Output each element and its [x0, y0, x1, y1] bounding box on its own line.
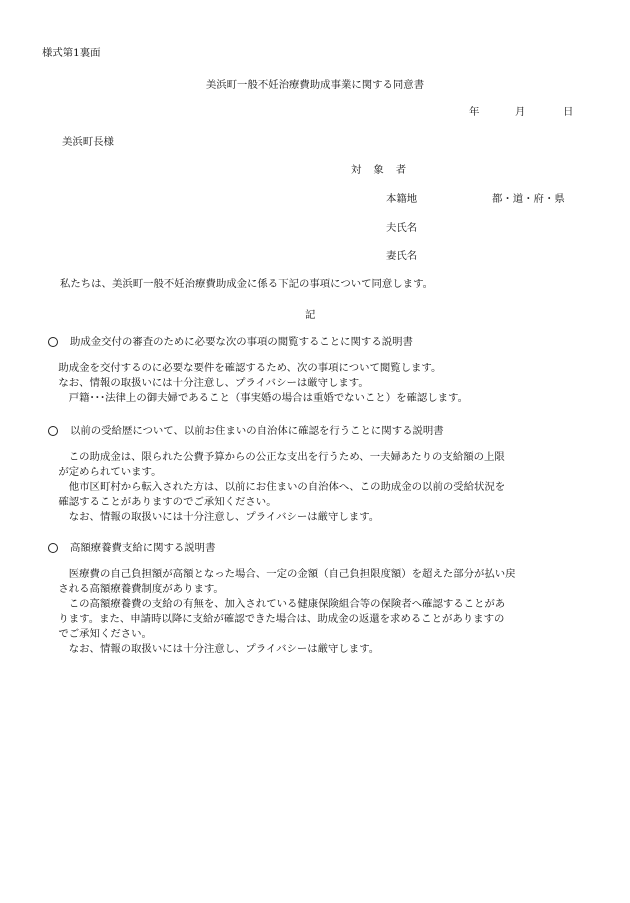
prefecture-options: 都・道・府・県 [492, 193, 565, 205]
section-heading [48, 541, 588, 555]
body-line: ります。また、申請時以降に支給が確認できた場合は、助成金の返還を求めることがありますの [48, 613, 505, 625]
document-title: 美浜町一般不妊治療費助成事業に関する同意書 [205, 79, 425, 91]
section-title: 高額療養費支給に関する説明書 [70, 541, 216, 554]
section-high-cost-medical [48, 541, 588, 657]
section-heading [48, 424, 588, 438]
body-line: なお、情報の取扱いには十分注意し、プライバシーは厳守します。 [48, 643, 380, 655]
addressee: 美浜町長様 [62, 136, 114, 148]
body-line: される高額療養費制度があります。 [48, 583, 224, 595]
section-inspection [48, 335, 588, 406]
circle-bullet-icon [48, 337, 58, 347]
consent-statement: 私たちは、美浜町一般不妊治療費助成金に係る下記の事項について同意します。 [60, 278, 434, 290]
date-year-label: 年 [469, 106, 480, 118]
body-line: 確認することがありますのでご承知ください。 [48, 496, 277, 508]
domicile-label: 本籍地 [386, 193, 418, 205]
body-line: でご承知ください。 [48, 628, 152, 640]
circle-bullet-icon [48, 426, 58, 436]
date-month-label: 月 [515, 106, 526, 118]
date-day-label: 日 [563, 106, 574, 118]
body-line: 他市区町村から転入された方は、以前にお住まいの自治体へ、この助成金の以前の受給状況を [48, 481, 506, 493]
section-body [48, 361, 588, 406]
body-line: が定められています。 [48, 466, 162, 478]
subject-label: 対象者 [351, 164, 419, 176]
section-body [48, 567, 588, 657]
section-title: 以前の受給歴について、以前お住まいの自治体に確認を行うことに関する説明書 [70, 424, 444, 437]
body-line: 医療費の自己負担額が高額となった場合、一定の金額（自己負担限度額）を超えた部分が払い戻 [48, 568, 516, 580]
section-body [48, 450, 588, 525]
form-number-label: 様式第1裏面 [42, 47, 101, 59]
husband-name-label: 夫氏名 [386, 222, 418, 234]
body-line: 戸籍･･･法律上の御夫婦であること（事実婚の場合は重婚でないこと）を確認します。 [48, 392, 468, 404]
section-heading [48, 335, 588, 349]
body-line: なお、情報の取扱いには十分注意し、プライバシーは厳守します。 [48, 511, 380, 523]
body-line: この助成金は、限られた公費予算からの公正な支出を行うため、一夫婦あたりの支給額の上限 [48, 451, 505, 463]
section-previous-receipt [48, 424, 588, 525]
wife-name-label: 妻氏名 [386, 250, 418, 262]
circle-bullet-icon [48, 543, 58, 553]
section-title: 助成金交付の審査のために必要な次の事項の閲覧することに関する説明書 [70, 335, 413, 348]
body-line: この高額療養費の支給の有無を、加入されている健康保険組合等の保険者へ確認することがあ [48, 598, 506, 610]
body-line: なお、情報の取扱いには十分注意し、プライバシーは厳守します。 [48, 377, 369, 389]
ki-heading: 記 [305, 309, 316, 321]
body-line: 助成金を交付するのに必要な要件を確認するため、次の事項について閲覧します。 [48, 362, 442, 374]
